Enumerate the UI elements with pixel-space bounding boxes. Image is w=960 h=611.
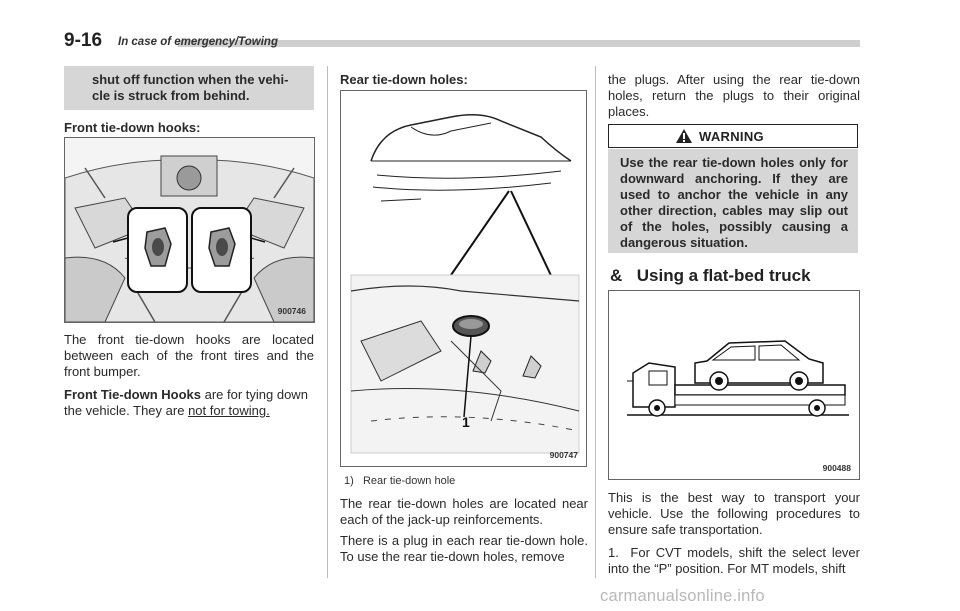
warning-header [608, 124, 858, 148]
front-hooks-photo [65, 138, 314, 322]
header-rule [178, 40, 860, 47]
watermark: carmanualsonline.info [600, 587, 765, 605]
rear-holes-para-1: The rear tie-down holes are located near each of the jack-up reinforcements. [340, 496, 588, 527]
section-title: In case of emergency/Towing [118, 36, 278, 48]
figure-3-code: 900488 [822, 463, 851, 473]
warning-triangle-icon [675, 128, 693, 144]
column-divider-2 [595, 66, 596, 578]
note-line-1: shut off function when the vehi- [92, 72, 289, 87]
front-hooks-para: The front tie-down hooks are located between each of the front tires and the front bumper. [64, 332, 314, 379]
note-line-2: cle is struck from behind. [92, 88, 250, 103]
page-number: 9-16 [64, 30, 103, 51]
column-divider-1 [327, 66, 328, 578]
rear-holes-illustration [341, 91, 586, 466]
figure-2-callout-1: 1 [462, 414, 470, 430]
flatbed-figure [608, 290, 860, 480]
flatbed-truck-illustration [609, 291, 859, 479]
figure-2-code: 900747 [549, 450, 578, 460]
flatbed-heading: Using a flat-bed truck [636, 266, 811, 285]
front-hooks-notice-bold: Front Tie-down Hooks [64, 387, 201, 402]
figure-1-code: 900746 [277, 306, 306, 316]
warning-text: Use the rear tie-down holes only for downward anchoring. If they are used to anchor the vehicle in any other direction, cables may slip out of the holes, possibly causing a dangerous situation. [608, 149, 858, 253]
note-box [64, 66, 314, 110]
not-for-towing-text: not for towing. [188, 403, 270, 418]
section-heading-row [610, 266, 811, 286]
rear-holes-heading: Rear tie-down holes: [340, 72, 468, 87]
front-hooks-notice-text: are for tying down the vehicle. They are [64, 387, 308, 418]
warning-label: WARNING [699, 129, 764, 144]
flatbed-step-1: 1. For CVT models, shift the select lever into the “P” position. For MT models, shift [608, 545, 860, 576]
rear-holes-para-2: There is a plug in each rear tie-down hole. To use the rear tie-down holes, remove [340, 533, 588, 564]
section-marker: & [610, 266, 623, 285]
front-hooks-figure [64, 137, 315, 323]
front-hooks-heading: Front tie-down hooks: [64, 120, 201, 135]
plugs-para: the plugs. After using the rear tie-down holes, return the plugs to their original places. [608, 72, 860, 119]
front-hooks-notice [64, 387, 316, 419]
figure-2-caption: 1) Rear tie-down hole [344, 475, 456, 487]
flatbed-para-1: This is the best way to transport your vehicle. Use the following procedures to ensure safe transportation. [608, 490, 860, 537]
rear-holes-figure [340, 90, 587, 467]
